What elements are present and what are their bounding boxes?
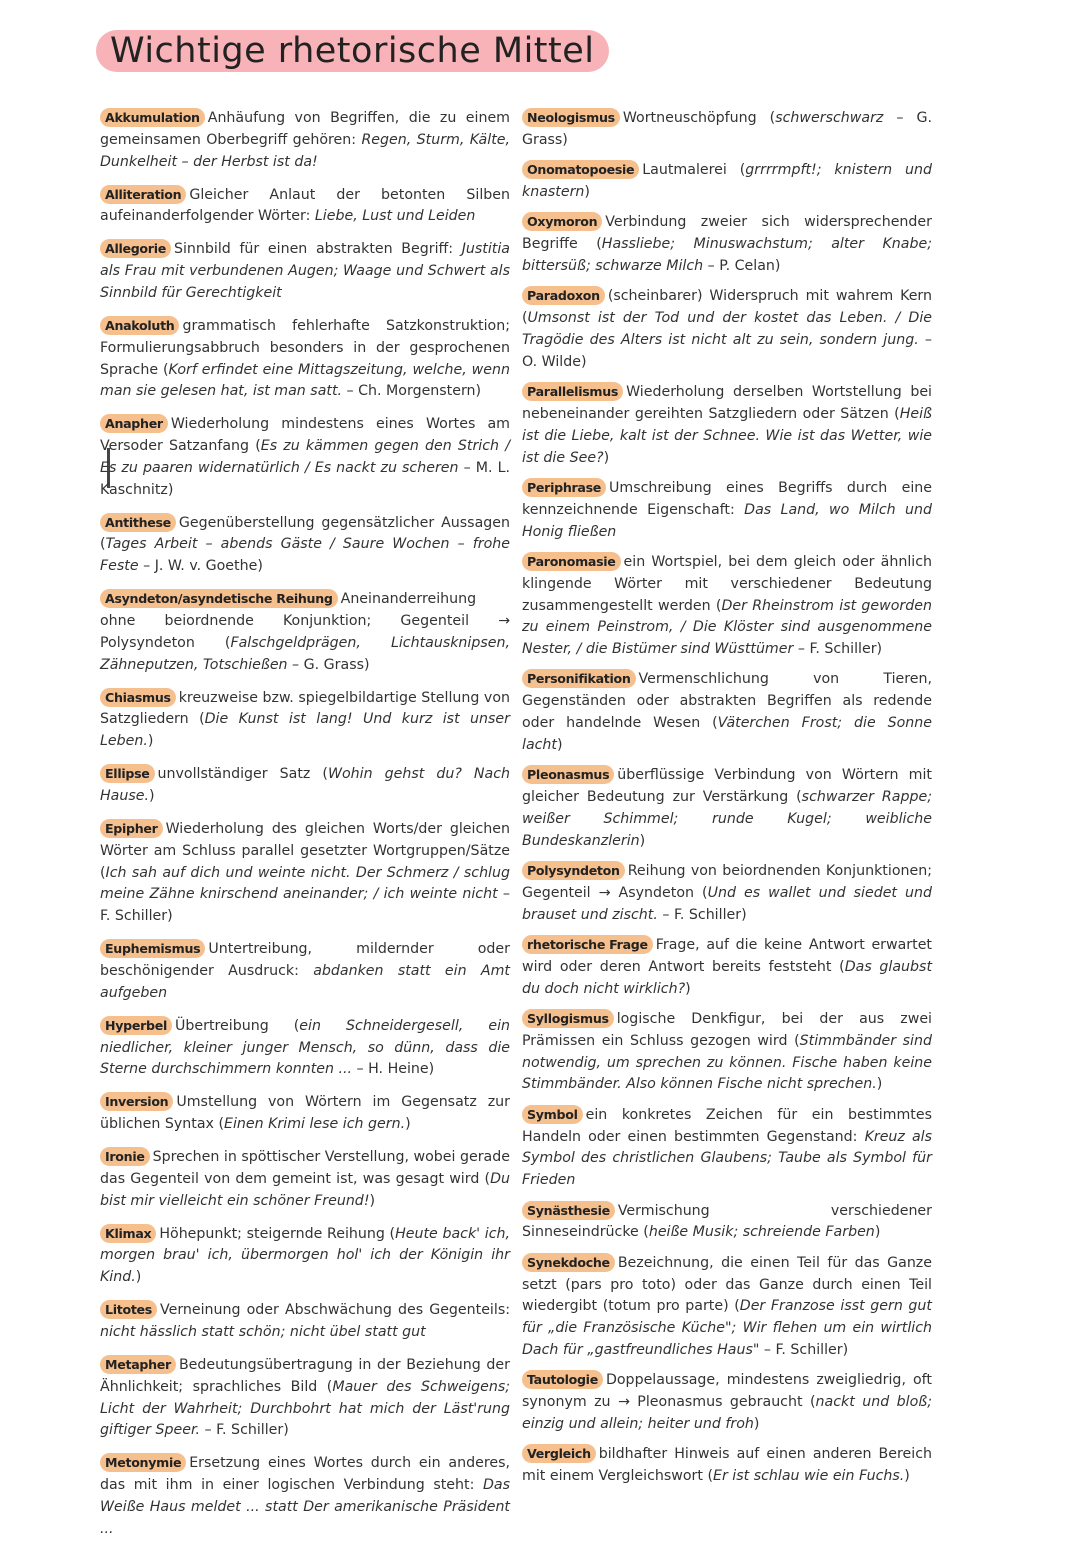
term-definition: Wortneuschöpfung ( — [622, 110, 776, 126]
term-label: Synekdoche — [522, 1253, 615, 1272]
term-definition: Gleicher Anlaut der betonten Silben aufeinanderfolgender Wörter: — [100, 186, 510, 225]
glossary-entry — [100, 1147, 510, 1212]
term-label: Onomatopoesie — [522, 160, 639, 179]
term-example: schwerschwarz — [775, 110, 884, 126]
term-example: Es zu kämmen gegen den Strich / Es zu paaren widernatürlich / Es nackt zu scheren — [100, 438, 510, 476]
term-example: Regen, Sturm, Kälte, Dunkelheit – der Herbst ist da! — [100, 131, 510, 170]
term-source: ) — [874, 1224, 881, 1241]
glossary-entry — [522, 108, 932, 152]
term-definition: bildhafter Hinweis auf einen anderen Bereich mit einem Vergleichswort ( — [522, 1446, 932, 1485]
term-label: Personifikation — [522, 669, 636, 688]
term-definition: ein konkretes Zeichen für ein bestimmtes Handeln oder einen bestimmten Gegenstand: — [522, 1106, 932, 1145]
term-example: Wohin gehst du? Nach Hause. — [100, 766, 510, 805]
term-label: Paradoxon — [522, 286, 605, 305]
term-definition: Doppelaussage, mindestens zweigliedrig, oft synonym zu → Pleonasmus gebraucht ( — [522, 1372, 932, 1411]
term-source: – P. Celan) — [703, 257, 781, 274]
term-label: Inversion — [100, 1092, 173, 1111]
term-definition: Bedeutungsübertragung in der Beziehung der Ähnlichkeit; sprachliches Bild ( — [100, 1357, 510, 1395]
term-label: Neologismus — [522, 108, 620, 127]
term-example: Und es wallet und siedet und brauset und zischt. — [522, 884, 932, 923]
glossary-entry — [100, 1300, 510, 1344]
term-label: Anapher — [100, 414, 168, 433]
term-label: Euphemismus — [100, 939, 205, 958]
term-label: Klimax — [100, 1224, 156, 1243]
term-definition: Wiederholung des gleichen Worts/der gleichen Wörter am Schluss parallel gesetzter Wortgruppen/Sätze ( — [100, 821, 510, 881]
term-definition: kreuzweise bzw. spiegelbildartige Stellung von Satzgliedern ( — [100, 689, 510, 728]
term-example: Väterchen Frost; die Sonne lacht — [522, 715, 932, 753]
term-label: Litotes — [100, 1300, 157, 1319]
term-label: Ellipse — [100, 764, 155, 783]
glossary-entry — [522, 552, 932, 661]
term-example: Der Franzose isst gern gut für „die Französische Küche"; Wir flehen um ein wirtlich Dach für „gastfreundliches Haus" — [522, 1298, 932, 1358]
term-label: Epipher — [100, 819, 163, 838]
term-definition: Frage, auf die keine Antwort erwartet wird oder deren Antwort bereits feststeht ( — [522, 937, 932, 975]
term-definition: Verneinung oder Abschwächung des Gegenteils: — [159, 1302, 510, 1319]
term-label: Syllogismus — [522, 1009, 614, 1028]
glossary-entry — [100, 1016, 510, 1081]
term-example: heiße Musik; schreiende Farben — [648, 1224, 875, 1241]
glossary-entry — [522, 478, 932, 543]
glossary-entry — [522, 1370, 932, 1435]
term-definition: Gegenüberstellung gegensätzlicher Aussagen ( — [100, 514, 510, 553]
term-source: – F. Schiller) — [759, 1341, 849, 1358]
term-example: Die Kunst ist lang! Und kurz ist unser Leben. — [100, 711, 510, 750]
term-definition: Vermenschlichung von Tieren, Gegenständen oder abstrakten Begriffen als redende oder handelnde Wesen ( — [522, 671, 932, 732]
term-label: Metapher — [100, 1355, 176, 1374]
page-title: Wichtige rhetorische Mittel — [96, 30, 609, 72]
term-source: – G. Grass) — [287, 656, 370, 673]
term-source: ) — [876, 1076, 883, 1093]
term-example: Tages Arbeit – abends Gäste / Saure Wochen – frohe Feste — [100, 536, 510, 575]
glossary-entry — [100, 239, 510, 304]
term-source: ) — [584, 183, 590, 200]
term-definition: Sinnbild für einen abstrakten Begriff: — [173, 241, 462, 258]
term-label: Asyndeton/asyndetische Reihung — [100, 589, 338, 608]
term-example: schwarzer Rappe; weißer Schimmel; runde Kugel; weibliche Bundeskanzlerin — [522, 789, 932, 849]
term-example: Der Rheinstrom ist geworden zu einem Peinstrom, / Die Klöster sind ausgenommene Nester, / die Bistümer sind Wüsttümer — [522, 597, 932, 658]
term-example: nicht hässlich statt schön; nicht übel statt gut — [100, 1324, 426, 1341]
term-example: Er ist schlau wie ein Fuchs. — [713, 1468, 905, 1485]
glossary-entry — [522, 1105, 932, 1192]
term-label: Polysyndeton — [522, 861, 625, 880]
term-source: – F. Schiller) — [657, 906, 747, 923]
glossary-entry — [522, 160, 932, 204]
term-source: – F. Schiller) — [200, 1422, 289, 1439]
term-definition: Sprechen in spöttischer Verstellung, wobei gerade das Gegenteil von dem gemeint ist, was gesagt wird ( — [100, 1149, 510, 1187]
term-label: Parallelismus — [522, 382, 623, 401]
term-example: Heiß ist die Liebe, kalt ist der Schnee. Wie ist das Wetter, wie ist die See? — [522, 405, 932, 466]
term-label: Periphrase — [522, 478, 606, 497]
term-definition: Lautmalerei ( — [642, 162, 746, 179]
term-label: Chiasmus — [100, 688, 176, 707]
term-definition: unvollständiger Satz ( — [157, 766, 328, 783]
glossary-entry — [522, 765, 932, 852]
term-label: Akkumulation — [100, 108, 205, 127]
glossary-entry — [100, 688, 510, 753]
term-example: Kreuz als Symbol des christlichen Glaubens; Taube als Symbol für Frieden — [522, 1128, 932, 1189]
term-source: – H. Heine) — [352, 1061, 435, 1078]
glossary-entry — [100, 108, 510, 173]
term-example: Einen Krimi lese ich gern. — [224, 1116, 406, 1133]
glossary-entry — [522, 382, 932, 469]
term-source: – Ch. Morgenstern) — [342, 383, 482, 400]
term-example: Das Land, wo Milch und Honig fließen — [522, 501, 932, 540]
term-label: Allegorie — [100, 239, 171, 258]
term-label: Anakoluth — [100, 316, 179, 335]
term-source: – F. Schiller) — [100, 886, 510, 925]
term-definition: Wiederholung mindestens eines Wortes am Versoder Satzanfang ( — [100, 416, 510, 455]
glossary-entry — [100, 764, 510, 808]
term-definition: Anhäufung von Begriffen, die zu einem gemeinsamen Oberbegriff gehören: — [100, 110, 510, 148]
term-example: Stimmbänder sind notwendig, um sprechen zu können. Fische haben keine Stimmbänder. Also können Fische nicht sprechen. — [522, 1032, 932, 1093]
term-source: ) — [148, 788, 155, 805]
term-label: Metonymie — [100, 1453, 186, 1472]
term-source: ) — [904, 1468, 910, 1485]
term-definition: Höhepunkt; steigernde Reihung ( — [159, 1225, 396, 1242]
term-source: ) — [603, 449, 610, 466]
term-example: Liebe, Lust und Leiden — [314, 208, 476, 225]
term-definition: Untertreibung, mildernder oder beschönigender Ausdruck: — [100, 941, 510, 979]
left-column — [100, 108, 510, 1552]
term-label: Ironie — [100, 1147, 150, 1166]
term-source: ) — [639, 832, 646, 849]
term-label: Hyperbel — [100, 1016, 172, 1035]
term-source: ) — [405, 1116, 411, 1133]
term-example: Korf erfindet eine Mittagszeitung, welche, wenn man sie gelesen hat, ist man satt. — [100, 361, 510, 400]
term-example: Umsonst ist der Tod und der kostet das Leben. / Die Tragödie des Alters ist nicht alt zu sein, sondern jung. — [522, 310, 932, 348]
right-column — [522, 108, 932, 1497]
glossary-entry — [522, 1009, 932, 1096]
term-definition: überflüssige Verbindung von Wörtern mit gleicher Bedeutung zur Verstärkung ( — [522, 767, 932, 806]
glossary-entry — [100, 939, 510, 1004]
term-label: Synästhesie — [522, 1201, 615, 1220]
term-source: – F. Schiller) — [793, 641, 883, 658]
glossary-entry — [522, 286, 932, 373]
glossary-entry — [100, 414, 510, 501]
term-source: – G. Grass) — [522, 110, 932, 148]
term-source: ) — [557, 736, 563, 753]
term-label: Oxymoron — [522, 212, 602, 231]
term-definition: Aneinanderreihung ohne beiordnende Konjunktion; Gegenteil → Polysyndeton ( — [100, 591, 510, 651]
term-example: Heute back' ich, morgen brau' ich, übermorgen hol' ich der Königin ihr Kind. — [100, 1225, 510, 1286]
term-definition: Reihung von beiordnenden Konjunktionen; Gegenteil → Asyndeton ( — [522, 863, 932, 901]
term-example: Ich sah auf dich und weinte nicht. Der Schmerz / schlug meine Zähne knirschend aneinander; / ich weinte nicht — [100, 864, 510, 903]
term-definition: Verbindung zweier sich widersprechender Begriffe ( — [522, 214, 932, 253]
term-source: – J. W. v. Goethe) — [138, 558, 263, 575]
term-definition: Bezeichnung, die einen Teil für das Ganze setzt (pars pro toto) oder das Ganze durch einen Teil wiedergibt (totum pro parte) ( — [522, 1254, 932, 1315]
term-example: Du bist mir vielleicht ein schöner Freund! — [100, 1170, 510, 1209]
term-definition: logische Denkfigur, bei der aus zwei Prämissen ein Schluss gezogen wird ( — [522, 1011, 932, 1049]
term-label: Vergleich — [522, 1444, 596, 1463]
term-example: abdanken statt ein Amt aufgeben — [100, 962, 510, 1001]
term-definition: Übertreibung ( — [175, 1017, 300, 1034]
glossary-entry — [522, 1444, 932, 1488]
term-label: Tautologie — [522, 1370, 603, 1389]
glossary-entry — [100, 1224, 510, 1289]
term-definition: Ersetzung eines Wortes durch ein anderes, das mit ihm in einer logischen Verbindung steht: — [100, 1455, 510, 1494]
term-example: nackt und bloß; einzig und allein; heiter und froh — [522, 1394, 932, 1432]
glossary-entry — [100, 316, 510, 403]
term-source: ) — [147, 733, 154, 750]
term-source: – O. Wilde) — [522, 331, 932, 370]
glossary-entry — [522, 669, 932, 756]
term-label: Paronomasie — [522, 552, 621, 571]
glossary-entry — [100, 185, 510, 229]
term-example: Hassliebe; Minuswachstum; alter Knabe; bittersüß; schwarze Milch — [522, 236, 932, 274]
term-example: Mauer des Schweigens; Licht der Wahrheit; Durchbohrt hat mich der Läst'rung giftiger Speer. — [100, 1378, 510, 1439]
term-source: – M. L. Kaschnitz) — [100, 459, 510, 498]
term-label: Symbol — [522, 1105, 583, 1124]
term-definition: grammatisch fehlerhafte Satzkonstruktion; Formulierungsabbruch besonders in der gesprochenen Sprache ( — [100, 317, 510, 378]
glossary-entry — [522, 935, 932, 1000]
glossary-entry — [100, 589, 510, 676]
term-source: ) — [135, 1269, 142, 1286]
glossary-entry — [522, 212, 932, 277]
term-definition: (scheinbarer) Widerspruch mit wahrem Kern ( — [522, 288, 932, 327]
term-example: grrrrmpft!; knistern und knastern — [522, 162, 933, 200]
glossary-entry — [100, 1092, 510, 1136]
term-example: Falschgeldprägen, Lichtausknipsen, Zähneputzen, Totschießen — [100, 634, 510, 673]
term-source: ) — [369, 1192, 376, 1209]
term-example: Das Weiße Haus meldet ... statt Der amerikanische Präsident ... — [100, 1477, 510, 1537]
glossary-entry — [100, 1453, 510, 1540]
term-example: Das glaubst du doch nicht wirklich? — [522, 958, 933, 997]
glossary-entry — [100, 1355, 510, 1442]
term-definition: Umschreibung eines Begriffs durch eine kennzeichnende Eigenschaft: — [522, 479, 932, 518]
term-label: Alliteration — [100, 185, 186, 204]
glossary-entry — [522, 1253, 932, 1362]
term-definition: Wiederholung derselben Wortstellung bei nebeneinander gereihten Satzgliedern oder Sätzen ( — [522, 384, 932, 422]
term-label: Antithese — [100, 513, 176, 532]
term-source: ) — [685, 980, 691, 997]
term-definition: ein Wortspiel, bei dem gleich oder ähnlich klingende Wörter mit verschiedener Bedeutung zusammengestellt werden ( — [522, 553, 932, 614]
glossary-entry — [100, 819, 510, 928]
term-example: Justitia als Frau mit verbundenen Augen; Waage und Schwert als Sinnbild für Gerechtigkeit — [100, 241, 510, 301]
term-source: ) — [753, 1415, 760, 1432]
term-example: ein Schneidergesell, ein niedlicher, kleiner junger Mensch, so dünn, dass die Sterne durchschimmern konnten ... — [100, 1017, 510, 1078]
term-label: Pleonasmus — [522, 765, 614, 784]
term-definition: Umstellung von Wörtern im Gegensatz zur üblichen Syntax ( — [100, 1094, 510, 1133]
glossary-entry — [522, 1201, 932, 1245]
glossary-entry — [522, 861, 932, 926]
glossary-entry — [100, 513, 510, 578]
term-label: rhetorische Frage — [522, 935, 653, 954]
term-definition: Vermischung verschiedener Sinneseindrücke ( — [522, 1202, 932, 1241]
